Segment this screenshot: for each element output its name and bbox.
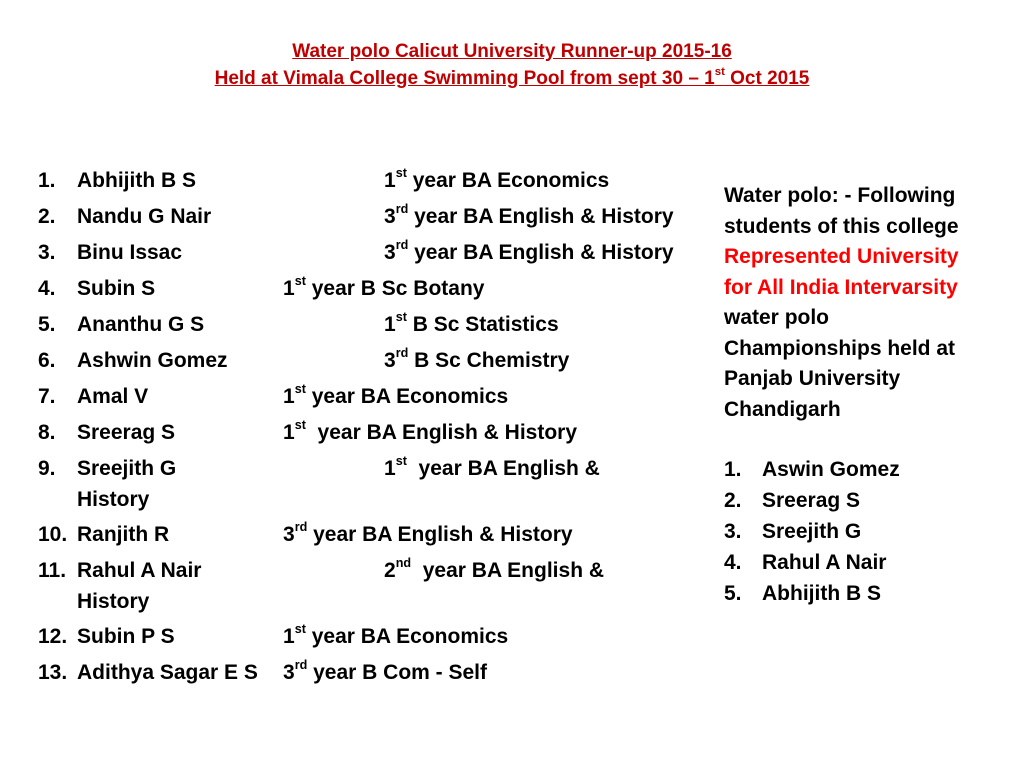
course-year-suffix: nd <box>395 556 412 570</box>
selected-player <box>724 517 1014 548</box>
course-year: 1 <box>283 625 295 648</box>
course-year-suffix: rd <box>294 658 308 672</box>
player-name: Adithya Sagar E S <box>77 661 258 684</box>
list-number: 2. <box>38 205 56 228</box>
player-name: Rahul A Nair <box>77 559 202 582</box>
course-year-suffix: st <box>395 166 407 180</box>
player-name: Nandu G Nair <box>77 205 212 228</box>
intervarsity-panel <box>724 181 1014 610</box>
course-year-suffix: rd <box>294 520 308 534</box>
course-year: 1 <box>283 277 295 300</box>
outro-line-4: Chandigarh <box>724 397 841 421</box>
player-name: Sreejith G <box>762 520 862 543</box>
selected-player <box>724 548 1014 579</box>
player-name: Subin S <box>77 277 156 300</box>
course-year: 1 <box>384 313 396 336</box>
list-number: 6. <box>38 349 56 372</box>
list-number: 8. <box>38 421 56 444</box>
course-year-suffix: st <box>294 382 306 396</box>
player-course <box>283 624 508 650</box>
player-name: Ashwin Gomez <box>77 349 228 372</box>
player-course <box>283 384 508 410</box>
outro-line-1: water polo <box>724 306 830 329</box>
course-name: year BA Economics <box>406 169 610 192</box>
course-name: year B Com - Self <box>307 661 488 684</box>
intro-red-line-1: Represented University <box>724 245 959 268</box>
selected-players-list <box>724 455 1014 610</box>
title-line-2-text: Held at Vimala College Swimming Pool from sept 30 – 1 <box>214 68 715 89</box>
player-course <box>283 420 577 446</box>
player-name: Binu Issac <box>77 241 183 264</box>
course-year-suffix: st <box>294 622 306 636</box>
player-name: Ananthu G S <box>77 313 205 336</box>
player-course <box>384 558 604 584</box>
course-name: year BA English & History <box>408 205 674 228</box>
list-number: 11. <box>38 559 67 582</box>
course-year-suffix: st <box>395 454 407 468</box>
course-year: 3 <box>283 523 295 546</box>
list-number: 9. <box>38 457 56 480</box>
course-name: year BA English & History <box>408 241 674 264</box>
course-year-suffix: st <box>395 310 407 324</box>
title-line-1: Water polo Calicut University Runner-up 2015-16 <box>292 41 732 62</box>
selected-player <box>724 486 1014 517</box>
player-name: Rahul A Nair <box>762 551 887 574</box>
intro-line-2: students of this college <box>724 214 959 238</box>
course-year-suffix: st <box>294 274 306 288</box>
player-name: Subin P S <box>77 625 175 648</box>
list-number: 5. <box>724 582 742 605</box>
list-number: 4. <box>724 551 742 574</box>
selected-player <box>724 455 1014 486</box>
list-number: 4. <box>38 277 56 300</box>
course-year: 2 <box>384 559 396 582</box>
player-name: Sreerag S <box>77 421 176 444</box>
list-number: 1. <box>724 458 742 481</box>
list-number: 2. <box>724 489 742 512</box>
player-course <box>384 240 674 266</box>
player-course <box>283 276 484 302</box>
list-number: 3. <box>38 241 56 264</box>
list-number: 12. <box>38 625 68 648</box>
list-number: 1. <box>38 169 56 192</box>
player-course <box>384 168 609 194</box>
course-year-suffix: rd <box>395 238 409 252</box>
course-year: 3 <box>283 661 295 684</box>
player-course <box>283 522 573 548</box>
course-name: B Sc Statistics <box>406 313 559 336</box>
course-name: year BA English & History <box>305 421 578 444</box>
title-line-2-sup: st <box>714 65 725 78</box>
selected-player <box>724 579 1014 610</box>
player-course <box>384 348 569 374</box>
course-year: 1 <box>384 169 396 192</box>
course-name: year BA English & <box>411 559 605 582</box>
course-year: 1 <box>384 457 396 480</box>
player-name: Ranjith R <box>77 523 170 546</box>
intro-red-line-2: for All India Intervarsity <box>724 275 958 299</box>
player-name: Sreerag S <box>762 489 861 512</box>
course-year: 3 <box>384 241 396 264</box>
intro-line-1: Water polo: - Following <box>724 184 956 207</box>
list-number: 5. <box>38 313 56 336</box>
player-name: Sreejith G <box>77 457 177 480</box>
outro-line-2: Championships held at <box>724 336 956 360</box>
outro-line-3: Panjab University <box>724 367 901 390</box>
list-number: 13. <box>38 661 68 684</box>
course-year: 1 <box>283 421 295 444</box>
list-number: 3. <box>724 520 742 543</box>
title-line-2-end: Oct 2015 <box>724 68 810 89</box>
course-name-continued: History <box>77 488 150 511</box>
course-name: B Sc Chemistry <box>408 349 570 372</box>
course-year-suffix: rd <box>395 346 409 360</box>
course-name-continued: History <box>77 590 150 613</box>
course-year: 3 <box>384 205 396 228</box>
course-name: year BA English & History <box>307 523 573 546</box>
course-year-suffix: rd <box>395 202 409 216</box>
player-name: Abhijith B S <box>77 169 196 192</box>
course-year: 1 <box>283 385 295 408</box>
player-name: Amal V <box>77 385 149 408</box>
list-number: 7. <box>38 385 56 408</box>
course-name: year BA English & <box>406 457 600 480</box>
course-year: 3 <box>384 349 396 372</box>
player-course <box>384 312 559 338</box>
player-course <box>384 456 600 482</box>
player-course <box>384 204 674 230</box>
course-name: year B Sc Botany <box>305 277 485 300</box>
player-course <box>283 660 487 686</box>
list-number: 10. <box>38 523 68 546</box>
course-name: year BA Economics <box>305 625 509 648</box>
player-name: Aswin Gomez <box>762 458 900 481</box>
player-name: Abhijith B S <box>762 582 881 605</box>
course-name: year BA Economics <box>305 385 509 408</box>
course-year-suffix: st <box>294 418 306 432</box>
